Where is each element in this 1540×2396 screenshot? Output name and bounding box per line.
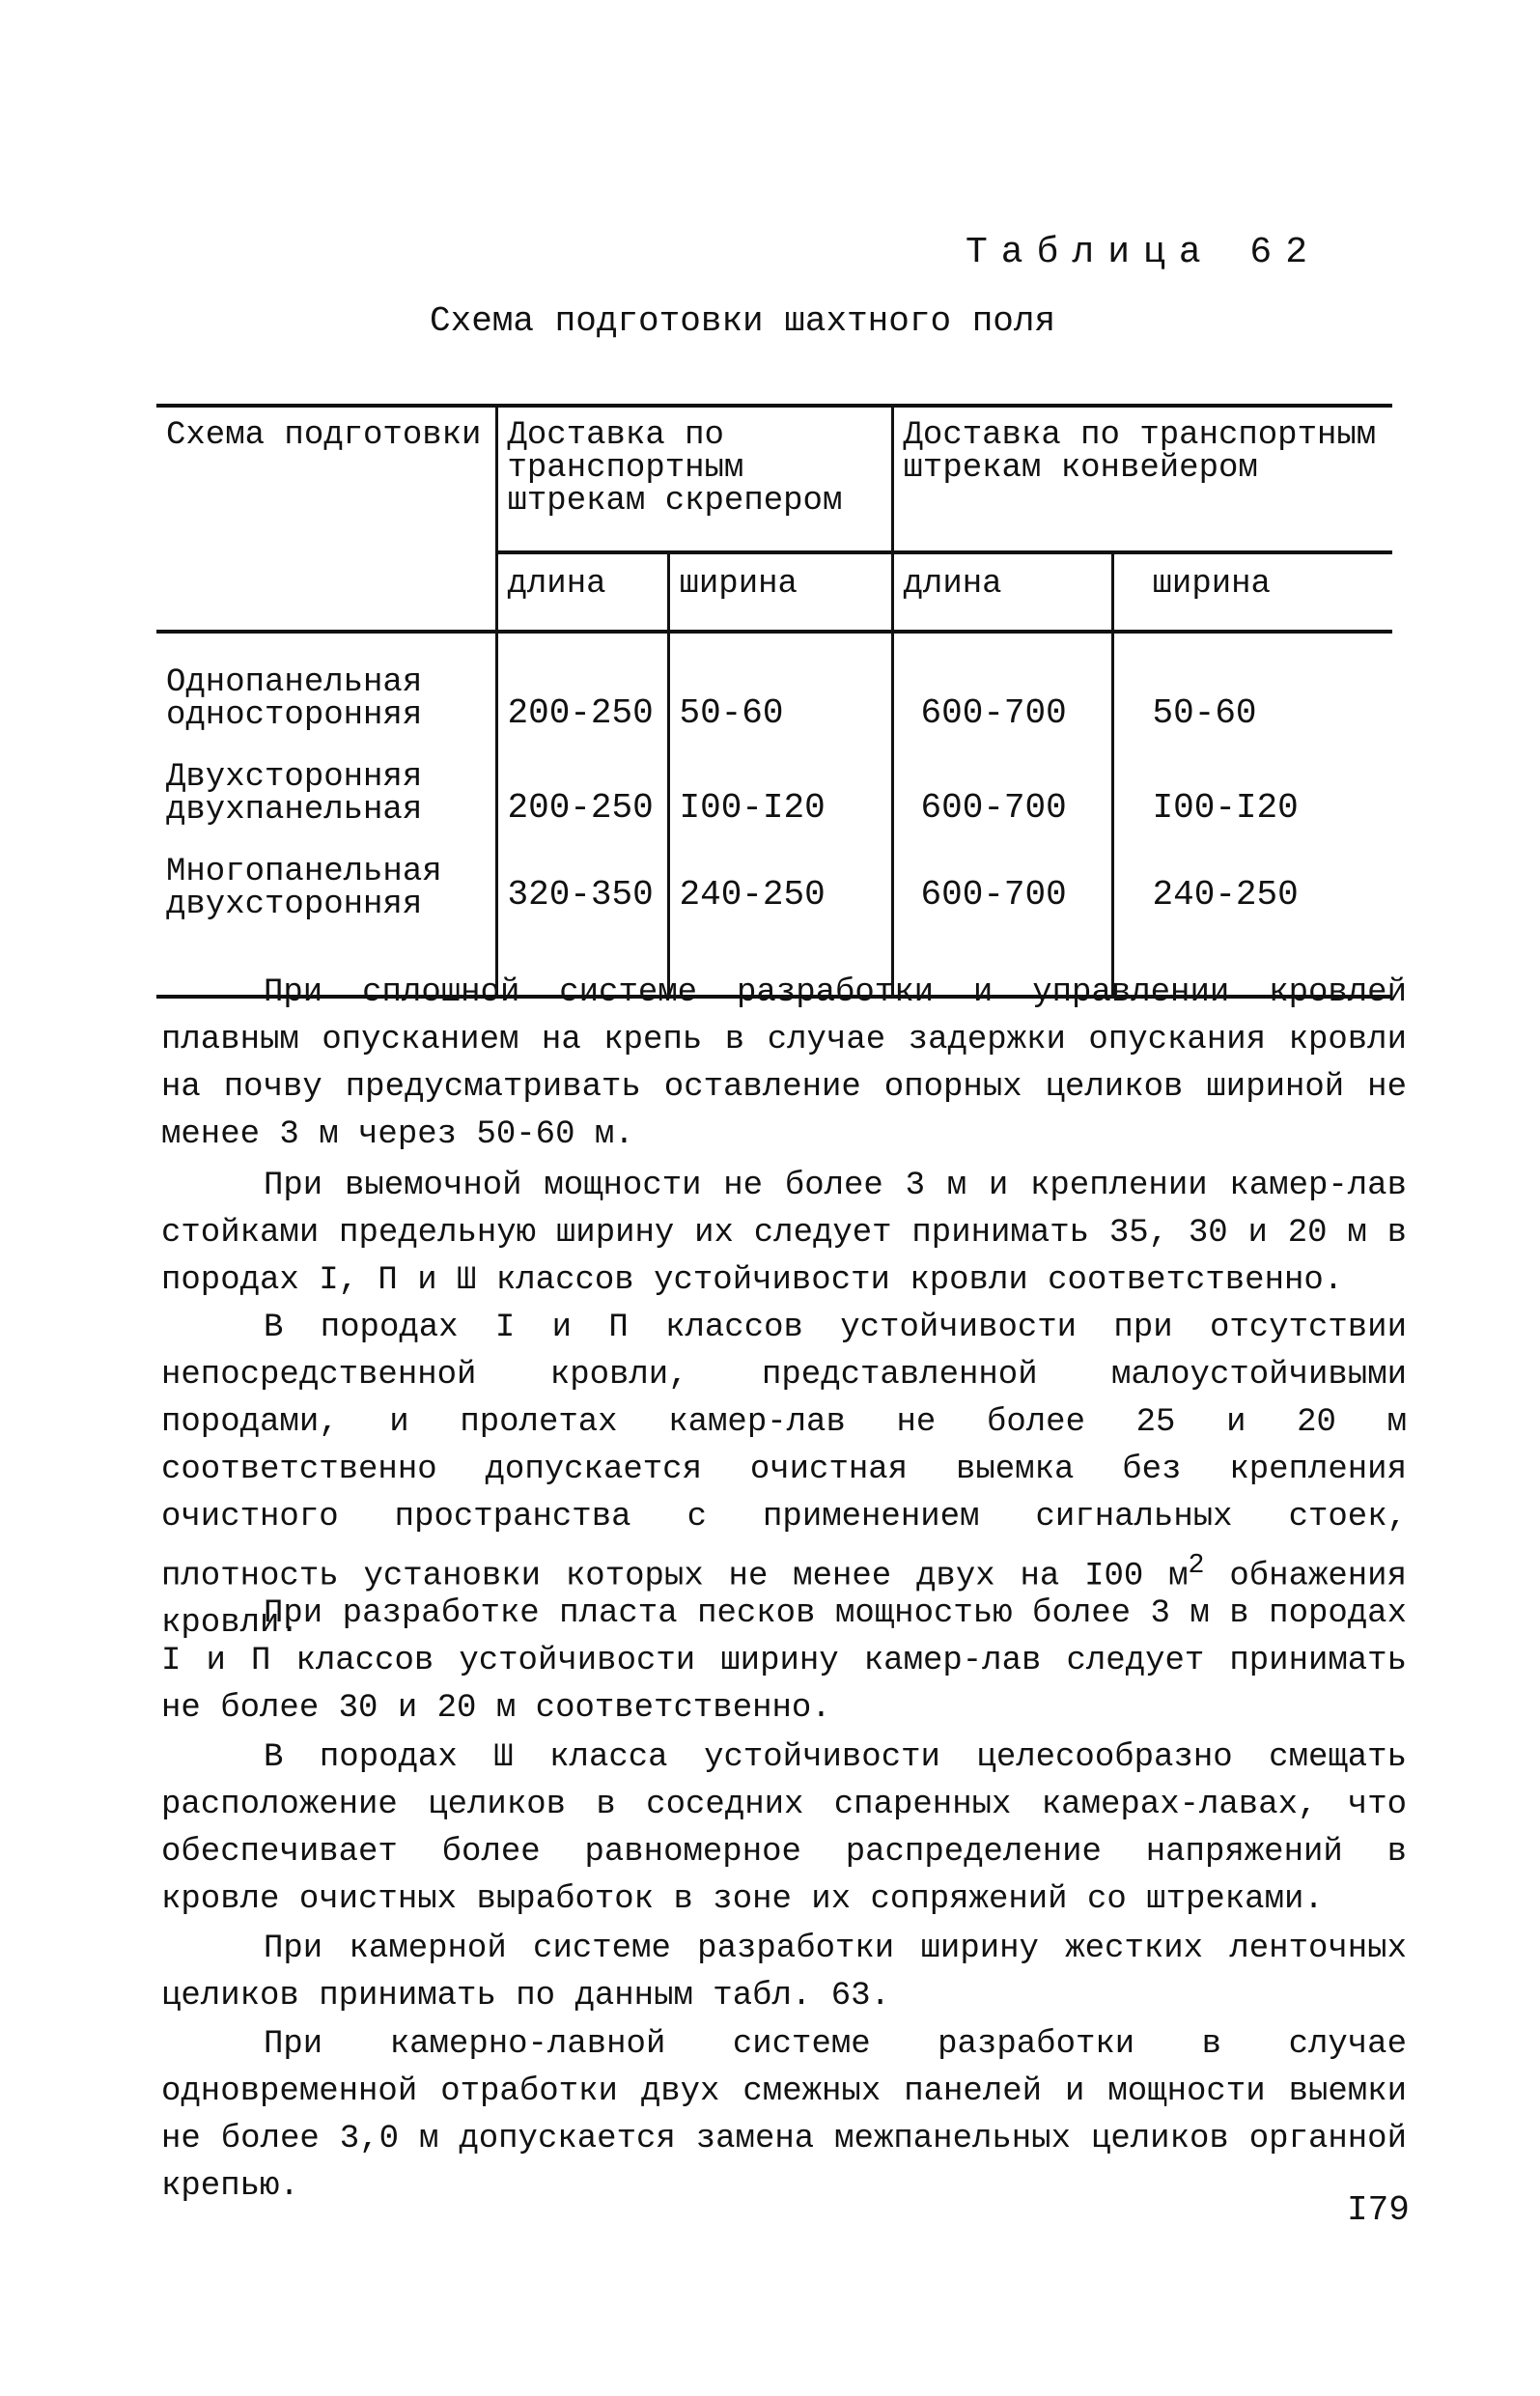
table-row [156, 632, 1392, 761]
row-scheme: Двухсторонняя двухпанельная [166, 759, 423, 829]
paragraph-7: При камерно-лавной системе разработки в случае одновременной отработки двух смежных панелей и мощности выемки не более 3,0 м допускается замена межпанельных целиков органной крепью. [161, 2026, 1407, 2205]
paragraph-4: При разработке пласта песков мощностью более 3 м в породах I и П классов устойчивости ширину камер-лав следует принимать не более 30 и 20 м соответственно. [161, 1595, 1407, 1727]
header-scraper-length: длина [496, 552, 668, 632]
paragraph-2: При выемочной мощности не более 3 м и креплении камер-лав стойками предельную ширину их следует принимать 35, 30 и 20 м в породах I, П и Ш классов устойчивости кровли соответственно. [161, 1168, 1407, 1299]
header-scraper-width: ширина [668, 552, 892, 632]
paragraph-3-end: обнажения кровли. [161, 1558, 1407, 1643]
table-title: Схема подготовки шахтного поля [430, 301, 1056, 341]
header-scheme: Схема подготовки [156, 406, 496, 632]
header-group-conveyor: Доставка по транспортным штрекам конвейером [892, 406, 1392, 552]
row-conveyor-length: 600-700 [892, 761, 1112, 856]
header-group-scraper: Доставка по транспортным штрекам скрепером [496, 406, 892, 552]
row-conveyor-length: 600-700 [892, 856, 1112, 997]
row-scheme: Многопанельная двухсторонняя [156, 856, 496, 997]
table-label: Таблица 62 [966, 232, 1322, 273]
paragraph-5: В породах Ш класса устойчивости целесообразно смещать расположение целиков в соседних спаренных камерах-лавах, что обеспечивает более равномерное распределение напряжений в кровле очистных выработок в зоне их сопряжений со штреками. [161, 1739, 1407, 1918]
row-scraper-length: 200-250 [496, 761, 668, 856]
paragraph-1: При сплошной системе разработки и управлении кровлей плавным опусканием на крепь в случае задержки опускания кровли на почву предусматривать оставление опорных целиков шириной не менее 3 м через 50-60 м. [161, 974, 1407, 1153]
row-scraper-width: 50-60 [668, 632, 892, 761]
superscript: 2 [1188, 1549, 1205, 1581]
header-conveyor-length: длина [892, 552, 1112, 632]
header-conveyor-width: ширина [1112, 552, 1392, 632]
row-scraper-width: I00-I20 [668, 761, 892, 856]
row-conveyor-width: 50-60 [1112, 632, 1392, 761]
table-row [156, 761, 1392, 856]
row-scraper-width: 240-250 [668, 856, 892, 997]
paragraph-6: При камерной системе разработки ширину жестких ленточных целиков принимать по данным табл. 63. [161, 1931, 1407, 2015]
mine-field-preparation-table [156, 404, 1392, 999]
page-number: I79 [1347, 2190, 1410, 2230]
row-conveyor-width: 240-250 [1112, 856, 1392, 997]
row-scraper-length: 200-250 [496, 632, 668, 761]
paragraph-3-text: В породах I и П классов устойчивости при отсутствии непосредственной кровли, представленной малоустойчивыми породами, и пролетах камер-лав не более 25 и 20 м соответственно допускается очистная выемка без крепления очистного пространства с применением сигнальных стоек, плотность установки которых не менее двух на I00 м [161, 1310, 1407, 1595]
row-conveyor-length: 600-700 [892, 632, 1112, 761]
row-scheme: Однопанельная односторонняя [166, 664, 423, 734]
row-scraper-length: 320-350 [496, 856, 668, 997]
row-conveyor-width: I00-I20 [1112, 761, 1392, 856]
